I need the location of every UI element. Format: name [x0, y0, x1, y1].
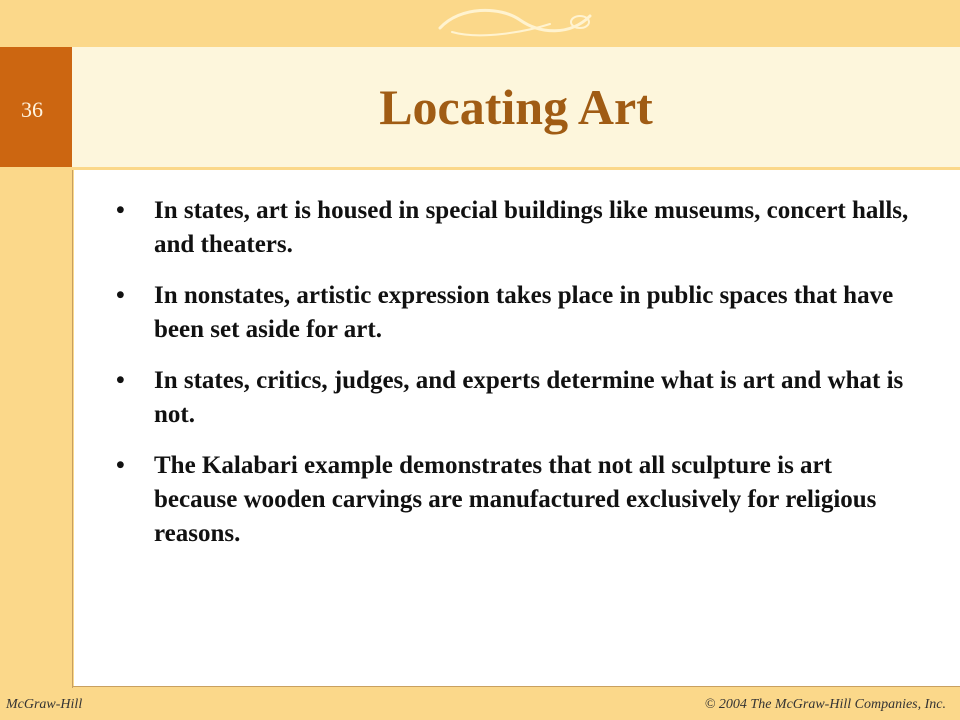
content-bottom-border [72, 686, 960, 687]
decorative-swirl-icon [430, 2, 600, 42]
bullet-item [114, 194, 914, 262]
bullet-text: In states, art is housed in special buildings like museums, concert halls, and theaters. [154, 197, 909, 258]
slide-number: 36 [21, 97, 43, 122]
bullet-item [114, 364, 914, 432]
bullet-icon: • [116, 367, 125, 394]
slide-title: Locating Art [379, 79, 653, 135]
bullet-item [114, 449, 914, 551]
bullet-text: In nonstates, artistic expression takes place in public spaces that have been set aside for art. [154, 282, 894, 343]
footer-publisher: McGraw-Hill [6, 697, 83, 712]
bullet-icon: • [116, 197, 125, 224]
bullet-item [114, 279, 914, 347]
bullet-icon: • [116, 282, 125, 309]
footer-copyright: © 2004 The McGraw-Hill Companies, Inc. [704, 697, 946, 712]
bullet-text: In states, critics, judges, and experts determine what is art and what is not. [154, 367, 904, 428]
bullet-text: The Kalabari example demonstrates that not all sculpture is art because wooden carvings are manufactured exclusively for religious reasons. [154, 452, 877, 547]
bullet-icon: • [116, 452, 125, 479]
bullet-list [114, 194, 914, 568]
content-left-border [72, 170, 73, 688]
